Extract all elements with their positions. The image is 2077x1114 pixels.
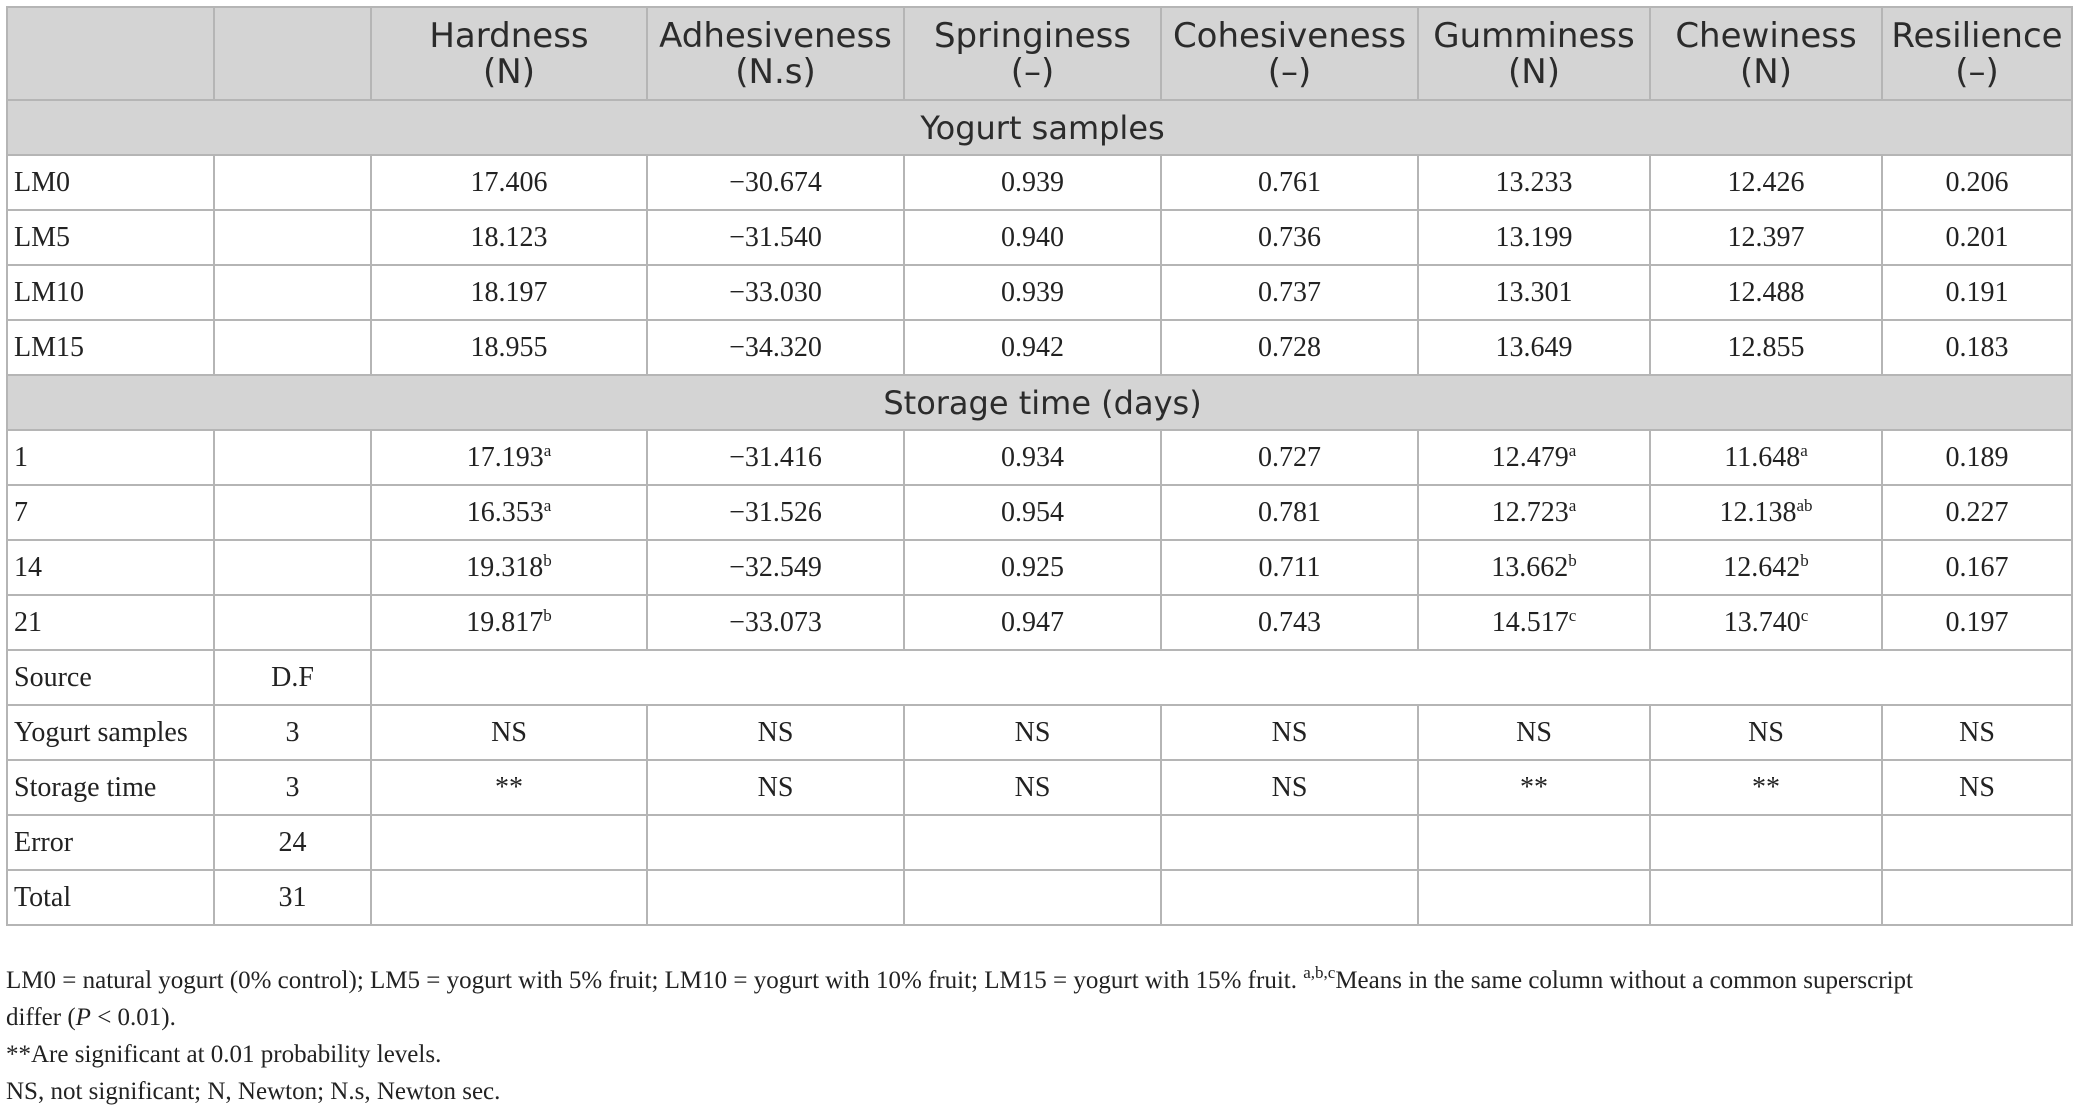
value-cell (1418, 210, 1650, 265)
cell-value: 0.736 (1258, 221, 1321, 253)
significance-cell (1418, 870, 1650, 925)
cell-value: −32.549 (729, 551, 822, 583)
value-cell (1161, 540, 1418, 595)
cell-value: 0.743 (1258, 606, 1321, 638)
cell-value: 0.728 (1258, 331, 1321, 363)
anova-row (7, 815, 2072, 870)
value-cell (1650, 595, 1882, 650)
significance-cell (1882, 870, 2072, 925)
significance-cell: ** (1650, 760, 1882, 815)
cell-value: 18.197 (470, 276, 548, 308)
cell-superscript: b (543, 550, 552, 570)
cell-value: −34.320 (729, 331, 822, 363)
df-cell (214, 320, 371, 375)
significance-cell: NS (371, 705, 647, 760)
cell-value: 0.167 (1945, 551, 2009, 583)
value-cell (371, 155, 647, 210)
cell-value: 19.318 (466, 551, 544, 583)
cell-value: 13.233 (1495, 166, 1573, 198)
cell-value: 18.123 (470, 221, 548, 253)
column-header-name: Chewiness (1675, 15, 1857, 56)
value-cell (904, 540, 1161, 595)
significance-cell (371, 870, 647, 925)
value-cell (1161, 595, 1418, 650)
column-header-name: Springiness (933, 15, 1132, 56)
value-cell (1882, 210, 2072, 265)
cell-value: −31.416 (729, 441, 822, 473)
cell-value: 0.201 (1945, 221, 2009, 253)
row-label: LM0 (7, 155, 214, 210)
cell-value: 0.189 (1945, 441, 2009, 473)
cell-value: 0.942 (1001, 331, 1064, 363)
table-row (7, 430, 2072, 485)
cell-value: 13.662 (1491, 551, 1569, 583)
anova-row (7, 760, 2072, 815)
value-cell (647, 210, 904, 265)
row-label: 21 (7, 595, 214, 650)
df-cell (214, 210, 371, 265)
significance-cell (1882, 815, 2072, 870)
cell-superscript: c (1568, 605, 1577, 625)
cell-value: 12.397 (1727, 221, 1805, 253)
anova-row (7, 705, 2072, 760)
anova-df: 24 (214, 815, 371, 870)
cell-value: 12.642 (1723, 551, 1801, 583)
value-cell (1650, 155, 1882, 210)
value-cell (904, 430, 1161, 485)
column-header-hardness (371, 7, 647, 100)
value-cell (1650, 540, 1882, 595)
cell-value: 12.855 (1727, 331, 1805, 363)
value-cell (904, 320, 1161, 375)
cell-value: 13.649 (1495, 331, 1573, 363)
cell-value: −30.674 (729, 166, 822, 198)
column-header-name: Adhesiveness (659, 15, 892, 56)
column-header-name: Resilience (1891, 15, 2063, 56)
df-cell (214, 540, 371, 595)
significance-cell (1161, 870, 1418, 925)
value-cell (647, 320, 904, 375)
cell-value: 17.406 (470, 166, 548, 198)
anova-source: Yogurt samples (7, 705, 214, 760)
cell-value: 0.939 (1001, 276, 1064, 308)
row-label: LM10 (7, 265, 214, 320)
column-header-resilience (1882, 7, 2072, 100)
value-cell (1882, 155, 2072, 210)
cell-value: 0.711 (1258, 551, 1321, 583)
value-cell (1650, 430, 1882, 485)
df-cell (214, 155, 371, 210)
significance-cell: NS (904, 705, 1161, 760)
cell-value: 0.940 (1001, 221, 1064, 253)
column-header-unit: (–) (1955, 51, 1999, 92)
column-header-name: Gumminess (1433, 15, 1635, 56)
cell-value: −33.030 (729, 276, 822, 308)
significance-cell: NS (904, 760, 1161, 815)
cell-value: 0.954 (1001, 496, 1064, 528)
significance-cell: NS (1161, 705, 1418, 760)
anova-source: Error (7, 815, 214, 870)
df-cell (214, 430, 371, 485)
cell-superscript: a (1568, 495, 1577, 515)
value-cell (1418, 155, 1650, 210)
column-header-blank (7, 7, 214, 100)
anova-source: Storage time (7, 760, 214, 815)
table-row (7, 540, 2072, 595)
column-header-name: Cohesiveness (1172, 15, 1407, 56)
value-cell (1161, 430, 1418, 485)
significance-cell: NS (1882, 760, 2072, 815)
section-header-row (7, 375, 2072, 430)
cell-value: 0.934 (1001, 441, 1064, 473)
cell-value: 12.426 (1727, 166, 1805, 198)
cell-value: −31.540 (729, 221, 822, 253)
value-cell (647, 595, 904, 650)
cell-value: 11.648 (1724, 441, 1801, 473)
cell-value: 12.479 (1491, 441, 1569, 473)
value-cell (904, 155, 1161, 210)
table-container (6, 6, 2071, 926)
row-label: 7 (7, 485, 214, 540)
value-cell (1161, 155, 1418, 210)
row-label: 14 (7, 540, 214, 595)
value-cell (647, 155, 904, 210)
row-label: LM5 (7, 210, 214, 265)
value-cell (1882, 540, 2072, 595)
section-title: Yogurt samples (7, 100, 2072, 155)
value-cell (1882, 265, 2072, 320)
row-label: 1 (7, 430, 214, 485)
table-row (7, 485, 2072, 540)
df-cell (214, 265, 371, 320)
value-cell (1161, 320, 1418, 375)
significance-cell (1161, 815, 1418, 870)
value-cell (371, 595, 647, 650)
column-header-unit: (–) (1267, 51, 1312, 92)
cell-value: 0.727 (1258, 441, 1321, 473)
column-header-blank (214, 7, 371, 100)
significance-cell: ** (1418, 760, 1650, 815)
cell-superscript: a (543, 440, 552, 460)
column-header-unit: (N) (483, 51, 535, 92)
value-cell (647, 485, 904, 540)
cell-value: 12.138 (1719, 496, 1797, 528)
df-cell (214, 595, 371, 650)
header-row (7, 7, 2072, 100)
cell-value: 0.947 (1001, 606, 1064, 638)
cell-superscript: a (1568, 440, 1577, 460)
cell-value: 13.740 (1723, 606, 1801, 638)
anova-header-blank (371, 650, 2072, 705)
value-cell (371, 540, 647, 595)
cell-superscript: a (543, 495, 552, 515)
footnote-abbreviations: LM0 = natural yogurt (0% control); LM5 = yogurt with 5% fruit; LM10 = yogurt with 10% fruit; LM15 = yogurt with 15% fruit. $^{a,b,c}$Means in the same column without a common superscript (6, 963, 1913, 994)
cell-value: 18.955 (470, 331, 548, 363)
cell-value: 0.191 (1945, 276, 2009, 308)
cell-value: 17.193 (466, 441, 544, 473)
cell-value: 0.227 (1945, 496, 2009, 528)
row-label: LM15 (7, 320, 214, 375)
column-header-springiness (904, 7, 1161, 100)
value-cell (1418, 595, 1650, 650)
value-cell (1161, 485, 1418, 540)
cell-superscript: b (1568, 550, 1577, 570)
footnote-double-asterisk: **Are significant at 0.01 probability levels. (6, 1041, 442, 1068)
cell-value: 19.817 (466, 606, 544, 638)
value-cell (1882, 430, 2072, 485)
value-cell (1650, 320, 1882, 375)
significance-cell (647, 870, 904, 925)
anova-df: 31 (214, 870, 371, 925)
column-header-cohesiveness (1161, 7, 1418, 100)
significance-cell (904, 870, 1161, 925)
column-header-name: Hardness (429, 15, 589, 56)
column-header-unit: (N.s) (735, 51, 816, 92)
significance-cell (1650, 870, 1882, 925)
value-cell (371, 320, 647, 375)
cell-value: 0.781 (1258, 496, 1321, 528)
value-cell (647, 540, 904, 595)
value-cell (1418, 320, 1650, 375)
cell-value: 0.206 (1945, 166, 2009, 198)
column-header-unit: (–) (1010, 51, 1055, 92)
footnote-ns: NS, not significant; N, Newton; N.s, Newton sec. (6, 1078, 501, 1105)
table-row (7, 155, 2072, 210)
df-cell (214, 485, 371, 540)
footnote-significance-threshold: differ (P < 0.01). (6, 1004, 176, 1031)
column-header-gumminess (1418, 7, 1650, 100)
value-cell (1418, 485, 1650, 540)
cell-superscript: a (1800, 440, 1808, 460)
anova-source: Total (7, 870, 214, 925)
column-header-chewiness (1650, 7, 1882, 100)
df-header: D.F (214, 650, 371, 705)
cell-value: 14.517 (1491, 606, 1569, 638)
column-header-unit: (N) (1740, 51, 1792, 92)
section-header-row (7, 100, 2072, 155)
value-cell (904, 210, 1161, 265)
cell-value: 0.761 (1258, 166, 1321, 198)
significance-cell: NS (647, 760, 904, 815)
cell-value: 16.353 (466, 496, 544, 528)
value-cell (1650, 265, 1882, 320)
anova-df: 3 (214, 705, 371, 760)
source-label: Source (7, 650, 214, 705)
value-cell (904, 595, 1161, 650)
value-cell (371, 485, 647, 540)
data-table (6, 6, 2073, 926)
significance-cell (371, 815, 647, 870)
cell-value: 13.301 (1495, 276, 1573, 308)
cell-value: 0.925 (1001, 551, 1064, 583)
table-row (7, 265, 2072, 320)
cell-superscript: b (1800, 550, 1809, 570)
table-row (7, 595, 2072, 650)
cell-superscript: b (543, 605, 552, 625)
cell-value: 0.939 (1001, 166, 1064, 198)
value-cell (1418, 540, 1650, 595)
significance-cell: NS (1161, 760, 1418, 815)
cell-value: 13.199 (1495, 221, 1573, 253)
significance-cell: NS (1418, 705, 1650, 760)
anova-row (7, 870, 2072, 925)
column-header-unit: (N) (1508, 51, 1560, 92)
cell-value: 0.197 (1945, 606, 2009, 638)
value-cell (1882, 320, 2072, 375)
cell-superscript: c (1800, 605, 1809, 625)
significance-cell: ** (371, 760, 647, 815)
significance-cell: NS (647, 705, 904, 760)
value-cell (1418, 430, 1650, 485)
value-cell (371, 430, 647, 485)
value-cell (371, 210, 647, 265)
value-cell (371, 265, 647, 320)
cell-value: −31.526 (729, 496, 822, 528)
significance-cell (1650, 815, 1882, 870)
significance-cell (647, 815, 904, 870)
column-header-adhesiveness (647, 7, 904, 100)
section-title: Storage time (days) (7, 375, 2072, 430)
significance-cell (1418, 815, 1650, 870)
value-cell (1650, 485, 1882, 540)
table-row (7, 320, 2072, 375)
cell-value: 12.723 (1491, 496, 1569, 528)
table-body (7, 100, 2072, 925)
anova-df: 3 (214, 760, 371, 815)
cell-value: 0.183 (1945, 331, 2009, 363)
anova-header-row (7, 650, 2072, 705)
significance-cell: NS (1882, 705, 2072, 760)
value-cell (647, 430, 904, 485)
value-cell (1161, 210, 1418, 265)
significance-cell (904, 815, 1161, 870)
value-cell (1418, 265, 1650, 320)
value-cell (904, 485, 1161, 540)
table-footnotes (6, 962, 2071, 1110)
table-header (7, 7, 2072, 100)
cell-superscript: ab (1796, 495, 1813, 515)
value-cell (904, 265, 1161, 320)
value-cell (647, 265, 904, 320)
significance-cell: NS (1650, 705, 1882, 760)
table-row (7, 210, 2072, 265)
value-cell (1882, 485, 2072, 540)
cell-value: −33.073 (729, 606, 822, 638)
value-cell (1161, 265, 1418, 320)
value-cell (1882, 595, 2072, 650)
cell-value: 0.737 (1258, 276, 1321, 308)
cell-value: 12.488 (1727, 276, 1805, 308)
value-cell (1650, 210, 1882, 265)
